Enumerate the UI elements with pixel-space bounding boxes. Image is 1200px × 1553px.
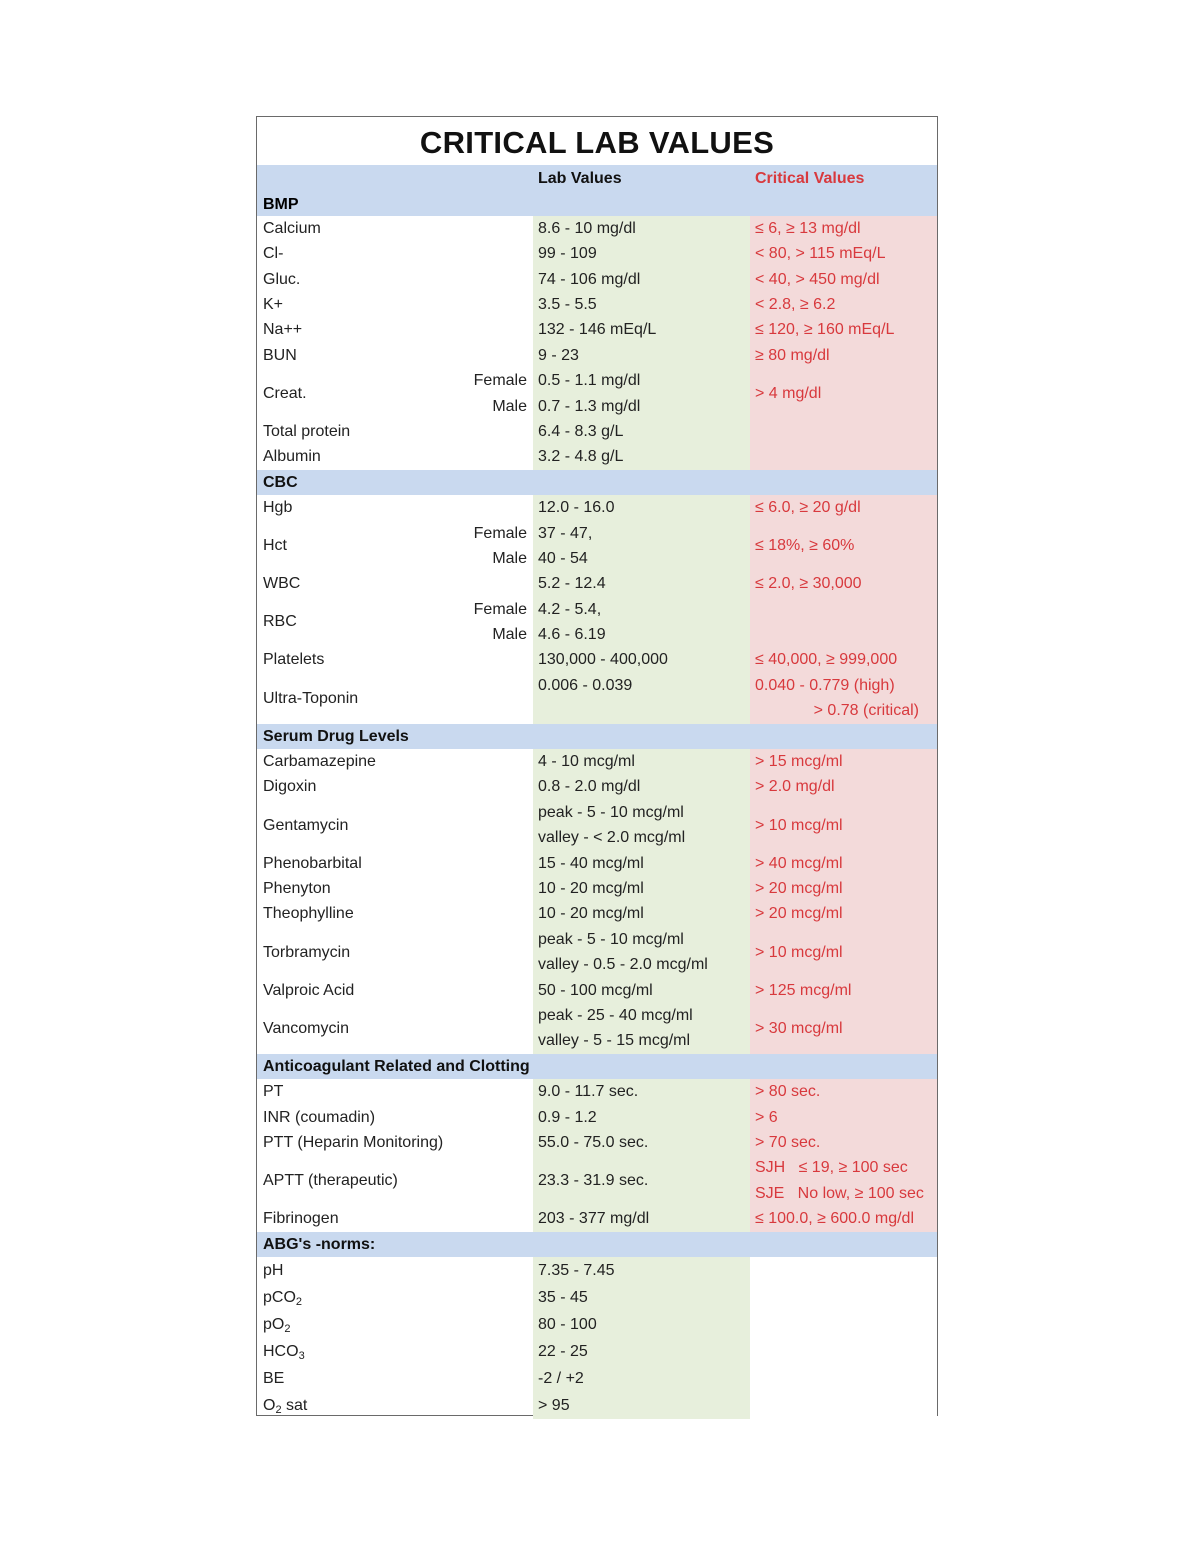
test-name: INR (coumadin) — [263, 1108, 376, 1126]
test-name: BUN — [263, 346, 297, 364]
table-row — [257, 1206, 937, 1231]
lab-value: 35 - 45 — [533, 1284, 750, 1311]
lab-value: 74 - 106 mg/dl — [533, 267, 750, 292]
lab-value: 9 - 23 — [533, 343, 750, 368]
critical-value: ≤ 6.0, ≥ 20 g/dl — [750, 495, 937, 520]
lab-value: 203 - 377 mg/dl — [533, 1206, 750, 1231]
critical-value: > 20 mcg/ml — [750, 901, 937, 926]
table-row — [257, 521, 937, 572]
test-name: Albumin — [263, 448, 321, 466]
critical-value: > 4 mg/dl — [750, 368, 937, 419]
test-name: Hct — [263, 537, 287, 555]
table-row — [257, 1284, 937, 1311]
section-heading-serum-drug-levels: Serum Drug Levels — [257, 724, 937, 749]
test-name: Gentamycin — [263, 816, 349, 834]
test-name: Valproic Acid — [263, 981, 355, 999]
lab-value: 23.3 - 31.9 sec. — [533, 1155, 750, 1206]
lab-value: 22 - 25 — [533, 1338, 750, 1365]
test-name: PT — [263, 1083, 284, 1101]
lab-value: 132 - 146 mEq/L — [533, 317, 750, 342]
critical-value: < 2.8, ≥ 6.2 — [750, 292, 937, 317]
table-row — [257, 216, 937, 241]
critical-value-sjh: SJH ≤ 19, ≥ 100 sec — [755, 1159, 908, 1177]
table-row — [257, 419, 937, 444]
test-name: Torbramycin — [263, 943, 351, 961]
table-row — [257, 647, 937, 672]
lab-value-male: 0.7 - 1.3 mg/dl — [538, 397, 641, 415]
table-row — [257, 1338, 937, 1365]
critical-value: > 40 mcg/ml — [750, 851, 937, 876]
lab-value: 10 - 20 mcg/ml — [533, 901, 750, 926]
section-heading-abg: ABG's -norms: — [257, 1232, 937, 1257]
lab-values-sheet — [256, 116, 938, 1416]
critical-value: < 40, > 450 mg/dl — [750, 267, 937, 292]
critical-value: > 2.0 mg/dl — [750, 774, 937, 799]
lab-value-female: 37 - 47, — [538, 524, 593, 542]
table-row — [257, 571, 937, 596]
critical-value: > 125 mcg/ml — [750, 978, 937, 1003]
lab-value: 50 - 100 mcg/ml — [533, 978, 750, 1003]
section-heading-anticoagulant: Anticoagulant Related and Clotting — [257, 1054, 937, 1079]
table-row — [257, 1392, 937, 1419]
test-name: $HCO_3$ — [263, 1342, 305, 1362]
test-name: Calcium — [263, 219, 321, 237]
test-name: PTT (Heparin Monitoring) — [263, 1133, 444, 1151]
test-name: $pO_2$ — [263, 1315, 291, 1335]
sex-label-male: Male — [492, 626, 527, 644]
critical-value: ≤ 18%, ≥ 60% — [750, 521, 937, 572]
lab-value: > 95 — [533, 1392, 750, 1419]
table-row — [257, 774, 937, 799]
test-name: BE — [263, 1369, 285, 1387]
test-name: Gluc. — [263, 270, 301, 288]
critical-value: ≤ 40,000, ≥ 999,000 — [750, 647, 937, 672]
table-row — [257, 1365, 937, 1392]
test-name: Carbamazepine — [263, 753, 376, 771]
test-name: WBC — [263, 575, 301, 593]
table-row — [257, 444, 937, 469]
table-row — [257, 749, 937, 774]
critical-value: > 30 mcg/ml — [750, 1003, 937, 1054]
critical-value: ≤ 100.0, ≥ 600.0 mg/dl — [750, 1206, 937, 1231]
critical-value: > 6 — [750, 1105, 937, 1130]
lab-value-peak: peak - 25 - 40 mcg/ml — [538, 1007, 693, 1024]
test-name: Hgb — [263, 499, 293, 517]
table-header — [257, 165, 937, 216]
page-title: CRITICAL LAB VALUES — [419, 125, 775, 160]
test-name: Ultra-Toponin — [263, 689, 359, 707]
test-name: pCO$_2$ — [263, 1288, 303, 1308]
lab-value-peak: peak - 5 - 10 mcg/ml — [538, 930, 684, 948]
test-name: RBC — [263, 613, 297, 631]
sex-label-male: Male — [492, 397, 527, 415]
lab-value-male: 4.6 - 6.19 — [538, 626, 606, 644]
critical-value: > 10 mcg/ml — [750, 927, 937, 978]
table-row — [257, 901, 937, 926]
lab-value: 12.0 - 16.0 — [533, 495, 750, 520]
table-row — [257, 1257, 937, 1284]
table-row — [257, 495, 937, 520]
lab-value-female: 4.2 - 5.4, — [538, 600, 602, 618]
table-row — [257, 267, 937, 292]
critical-value: > 15 mcg/ml — [750, 749, 937, 774]
sex-label-female: Female — [473, 524, 527, 542]
column-header-lab-values: Lab Values — [538, 170, 622, 187]
critical-value: > 20 mcg/ml — [750, 876, 937, 901]
table-row — [257, 851, 937, 876]
test-name: Phenobarbital — [263, 854, 362, 872]
critical-value: ≤ 120, ≥ 160 mEq/L — [750, 317, 937, 342]
lab-value-peak: peak - 5 - 10 mcg/ml — [538, 803, 684, 821]
lab-value-valley: valley - < 2.0 mcg/ml — [538, 829, 686, 847]
test-name: Fibrinogen — [263, 1210, 339, 1228]
lab-value: 0.006 - 0.039 — [538, 676, 633, 694]
table-row — [257, 1003, 937, 1054]
section-heading-bmp: BMP — [263, 195, 299, 213]
table-row — [257, 1311, 937, 1338]
table-row — [257, 1079, 937, 1104]
lab-value: 0.9 - 1.2 — [533, 1105, 750, 1130]
lab-value: 9.0 - 11.7 sec. — [533, 1079, 750, 1104]
lab-value: 5.2 - 12.4 — [533, 571, 750, 596]
table-row — [257, 800, 937, 851]
lab-value: 0.8 - 2.0 mg/dl — [533, 774, 750, 799]
test-name: Total protein — [263, 422, 351, 440]
critical-value: ≤ 6, ≥ 13 mg/dl — [750, 216, 937, 241]
lab-value: 55.0 - 75.0 sec. — [533, 1130, 750, 1155]
table-row — [257, 1130, 937, 1155]
test-name: Digoxin — [263, 778, 317, 796]
table-row — [257, 597, 937, 648]
table-row — [257, 1155, 937, 1206]
section-heading-cbc: CBC — [257, 470, 937, 495]
lab-value-valley: valley - 5 - 15 mcg/ml — [538, 1032, 691, 1050]
lab-value: 10 - 20 mcg/ml — [533, 876, 750, 901]
test-name: Theophylline — [263, 905, 354, 923]
column-header-critical-values: Critical Values — [755, 170, 865, 187]
test-name: Platelets — [263, 651, 325, 669]
lab-value: 130,000 - 400,000 — [533, 647, 750, 672]
lab-value: 4 - 10 mcg/ml — [533, 749, 750, 774]
table-row — [257, 317, 937, 342]
table-row — [257, 927, 937, 978]
critical-value-sje: SJE No low, ≥ 100 sec — [755, 1184, 924, 1202]
critical-value: < 80, > 115 mEq/L — [750, 241, 937, 266]
lab-value: 8.6 - 10 mg/dl — [533, 216, 750, 241]
sex-label-male: Male — [492, 549, 527, 567]
lab-value: 15 - 40 mcg/ml — [533, 851, 750, 876]
table-row — [257, 978, 937, 1003]
table-row — [257, 241, 937, 266]
sex-label-female: Female — [473, 600, 527, 618]
critical-value-critical: > 0.78 (critical) — [813, 702, 919, 720]
lab-value: 7.35 - 7.45 — [533, 1257, 750, 1284]
lab-value-female: 0.5 - 1.1 mg/dl — [538, 372, 641, 390]
table-row — [257, 673, 937, 724]
test-name: K+ — [263, 295, 284, 313]
test-name: pH — [263, 1261, 284, 1279]
lab-value: 3.5 - 5.5 — [533, 292, 750, 317]
test-name: Phenyton — [263, 880, 331, 898]
lab-value: 99 - 109 — [533, 241, 750, 266]
critical-value: > 70 sec. — [750, 1130, 937, 1155]
sex-label-female: Female — [473, 372, 527, 390]
test-name: Creat. — [263, 384, 307, 402]
test-name: Na++ — [263, 321, 303, 339]
table-row — [257, 292, 937, 317]
lab-value-male: 40 - 54 — [538, 549, 588, 567]
table-row — [257, 1105, 937, 1130]
table-row — [257, 343, 937, 368]
critical-value: > 10 mcg/ml — [750, 800, 937, 851]
test-name: APTT (therapeutic) — [263, 1172, 398, 1190]
test-name: Cl- — [263, 245, 284, 263]
lab-value: 80 - 100 — [533, 1311, 750, 1338]
test-name: Vancomycin — [263, 1019, 349, 1037]
lab-value: -2 / +2 — [533, 1365, 750, 1392]
table-row — [257, 368, 937, 419]
critical-value: > 80 sec. — [750, 1079, 937, 1104]
lab-value: 3.2 - 4.8 g/L — [533, 444, 750, 469]
critical-value: ≥ 80 mg/dl — [750, 343, 937, 368]
lab-value-valley: valley - 0.5 - 2.0 mcg/ml — [538, 956, 708, 974]
critical-value-high: 0.040 - 0.779 (high) — [755, 676, 895, 694]
lab-value: 6.4 - 8.3 g/L — [533, 419, 750, 444]
critical-value: ≤ 2.0, ≥ 30,000 — [750, 571, 937, 596]
test-name: $O_2$ sat — [263, 1396, 308, 1416]
table-row — [257, 876, 937, 901]
